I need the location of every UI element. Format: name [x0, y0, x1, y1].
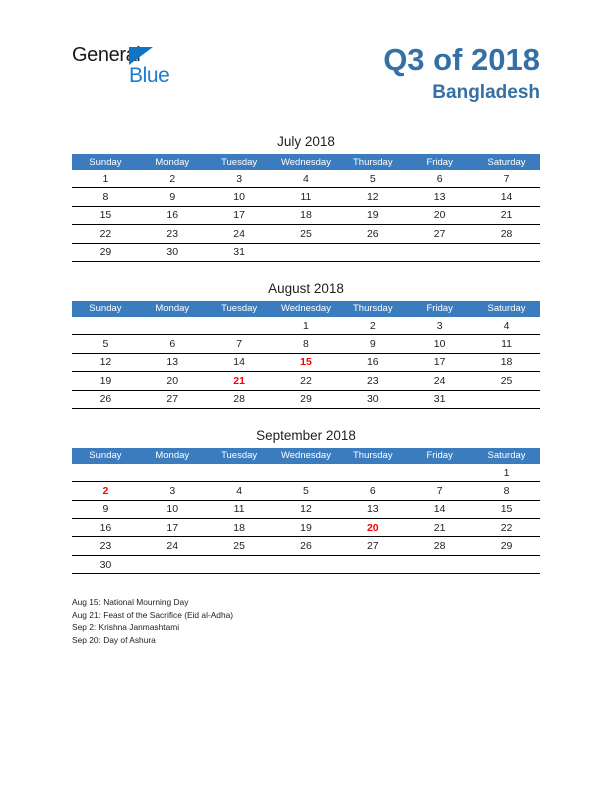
weekday-header-sunday: Sunday [72, 301, 139, 317]
day-cell[interactable]: 21 [473, 206, 540, 224]
day-cell[interactable]: 7 [406, 482, 473, 500]
day-cell-empty [72, 464, 139, 482]
day-cell[interactable]: 6 [339, 482, 406, 500]
day-cell[interactable]: 30 [139, 243, 206, 261]
day-cell[interactable]: 8 [72, 188, 139, 206]
day-cell-empty [139, 317, 206, 335]
day-cell[interactable]: 22 [72, 225, 139, 243]
day-cell[interactable]: 28 [473, 225, 540, 243]
weekday-header-saturday: Saturday [473, 154, 540, 170]
holiday-legend-item: Aug 21: Feast of the Sacrifice (Eid al-Adha) [72, 609, 234, 620]
day-cell[interactable]: 4 [473, 317, 540, 335]
day-cell-empty [406, 555, 473, 573]
day-cell[interactable]: 5 [339, 170, 406, 188]
week-row [72, 335, 540, 353]
weekday-header-sunday: Sunday [72, 448, 139, 464]
day-cell[interactable]: 30 [72, 555, 139, 573]
day-cell[interactable]: 22 [273, 372, 340, 390]
weekday-header-wednesday: Wednesday [273, 448, 340, 464]
day-cell[interactable]: 10 [406, 335, 473, 353]
weekday-header-wednesday: Wednesday [273, 154, 340, 170]
day-cell[interactable]: 3 [139, 482, 206, 500]
week-row [72, 317, 540, 335]
holiday-legend-item: Aug 15: National Mourning Day [72, 597, 189, 607]
day-cell[interactable]: 5 [72, 335, 139, 353]
day-cell[interactable]: 26 [273, 537, 340, 555]
weekday-header-monday: Monday [139, 301, 206, 317]
week-row [72, 372, 540, 390]
weekday-header-saturday: Saturday [473, 448, 540, 464]
day-cell[interactable]: 11 [273, 188, 340, 206]
day-cell-empty [473, 390, 540, 408]
day-cell[interactable]: 17 [406, 353, 473, 371]
day-cell[interactable]: 18 [206, 519, 273, 537]
day-cell[interactable]: 27 [339, 537, 406, 555]
day-cell-empty [339, 464, 406, 482]
day-cell[interactable]: 29 [473, 537, 540, 555]
day-cell[interactable]: 11 [206, 500, 273, 518]
weekday-header-thursday: Thursday [339, 154, 406, 170]
day-cell[interactable]: 14 [206, 353, 273, 371]
day-cell[interactable]: 19 [72, 372, 139, 390]
month-block [72, 426, 540, 574]
triangle-right-icon [129, 47, 153, 65]
day-cell[interactable]: 14 [406, 500, 473, 518]
day-cell[interactable]: 6 [406, 170, 473, 188]
day-cell[interactable]: 9 [72, 500, 139, 518]
day-cell[interactable]: 28 [206, 390, 273, 408]
day-cell-empty [273, 243, 340, 261]
month-title: September 2018 [256, 427, 356, 443]
day-cell-holiday[interactable]: 21 [206, 372, 273, 390]
week-row [72, 555, 540, 573]
day-cell[interactable]: 16 [139, 206, 206, 224]
week-row [72, 243, 540, 261]
day-cell[interactable]: 17 [139, 519, 206, 537]
day-cell[interactable]: 1 [72, 170, 139, 188]
month-title: August 2018 [268, 280, 344, 296]
day-cell[interactable]: 14 [473, 188, 540, 206]
logo-text-general: General [72, 44, 141, 66]
day-cell[interactable]: 4 [206, 482, 273, 500]
week-row [72, 225, 540, 243]
title-block [383, 42, 540, 105]
day-cell[interactable]: 9 [139, 188, 206, 206]
day-cell[interactable]: 27 [139, 390, 206, 408]
week-row [72, 482, 540, 500]
day-cell[interactable]: 31 [406, 390, 473, 408]
day-cell[interactable]: 2 [339, 317, 406, 335]
weekday-header-friday: Friday [406, 301, 473, 317]
day-cell-holiday[interactable]: 15 [273, 353, 340, 371]
calendar-container [72, 132, 540, 591]
day-cell[interactable]: 13 [139, 353, 206, 371]
day-cell[interactable]: 1 [273, 317, 340, 335]
day-cell[interactable]: 19 [339, 206, 406, 224]
day-cell[interactable]: 3 [206, 170, 273, 188]
day-cell[interactable]: 24 [139, 537, 206, 555]
day-cell[interactable]: 22 [473, 519, 540, 537]
day-cell[interactable]: 12 [339, 188, 406, 206]
day-cell[interactable]: 23 [339, 372, 406, 390]
day-cell[interactable]: 12 [72, 353, 139, 371]
weekday-header-monday: Monday [139, 154, 206, 170]
day-cell[interactable]: 13 [406, 188, 473, 206]
weekday-header-thursday: Thursday [339, 448, 406, 464]
day-cell[interactable]: 29 [72, 243, 139, 261]
day-cell[interactable]: 9 [339, 335, 406, 353]
day-cell-empty [139, 555, 206, 573]
month-block [72, 132, 540, 262]
week-row [72, 206, 540, 224]
week-row [72, 464, 540, 482]
day-cell[interactable]: 21 [406, 519, 473, 537]
day-cell-empty [406, 464, 473, 482]
day-cell[interactable]: 10 [206, 188, 273, 206]
weekday-header-saturday: Saturday [473, 301, 540, 317]
day-cell[interactable]: 18 [273, 206, 340, 224]
holiday-legend-item: Sep 2: Krishna Janmashtami [72, 622, 180, 633]
day-cell-empty [139, 464, 206, 482]
month-table [72, 301, 540, 409]
day-cell[interactable]: 20 [406, 206, 473, 224]
weekday-header-tuesday: Tuesday [206, 154, 273, 170]
day-cell-empty [206, 555, 273, 573]
day-cell-empty [339, 555, 406, 573]
month-block [72, 279, 540, 409]
day-cell[interactable]: 15 [72, 206, 139, 224]
day-cell[interactable]: 4 [273, 170, 340, 188]
day-cell-empty [206, 317, 273, 335]
day-cell-empty [273, 555, 340, 573]
week-row [72, 500, 540, 518]
day-cell[interactable]: 24 [206, 225, 273, 243]
day-cell-empty [72, 317, 139, 335]
day-cell[interactable]: 13 [339, 500, 406, 518]
day-cell[interactable]: 17 [206, 206, 273, 224]
day-cell[interactable]: 23 [72, 537, 139, 555]
day-cell-holiday[interactable]: 2 [72, 482, 139, 500]
day-cell[interactable]: 27 [406, 225, 473, 243]
weekday-header-friday: Friday [406, 154, 473, 170]
week-row [72, 353, 540, 371]
week-row [72, 170, 540, 188]
day-cell-empty [473, 555, 540, 573]
day-cell-empty [406, 243, 473, 261]
brand-logo[interactable] [72, 44, 252, 90]
holiday-legend [72, 596, 492, 646]
day-cell[interactable]: 19 [273, 519, 340, 537]
day-cell-empty [339, 243, 406, 261]
week-row [72, 537, 540, 555]
day-cell[interactable]: 16 [72, 519, 139, 537]
day-cell[interactable]: 16 [339, 353, 406, 371]
page-title: Q3 of 2018 [383, 42, 540, 77]
weekday-header-friday: Friday [406, 448, 473, 464]
country-subtitle: Bangladesh [432, 82, 540, 103]
month-table [72, 448, 540, 574]
day-cell[interactable]: 7 [206, 335, 273, 353]
weekday-header-tuesday: Tuesday [206, 448, 273, 464]
day-cell[interactable]: 25 [206, 537, 273, 555]
day-cell[interactable]: 3 [406, 317, 473, 335]
weekday-header-monday: Monday [139, 448, 206, 464]
week-row [72, 390, 540, 408]
day-cell[interactable]: 31 [206, 243, 273, 261]
holiday-legend-item: Sep 20: Day of Ashura [72, 634, 156, 645]
week-row [72, 519, 540, 537]
weekday-header-sunday: Sunday [72, 154, 139, 170]
day-cell[interactable]: 15 [473, 500, 540, 518]
day-cell[interactable]: 10 [139, 500, 206, 518]
day-cell[interactable]: 23 [139, 225, 206, 243]
weekday-header-tuesday: Tuesday [206, 301, 273, 317]
weekday-header-row [72, 448, 540, 464]
logo-text-blue: Blue [129, 64, 170, 87]
day-cell[interactable]: 30 [339, 390, 406, 408]
day-cell-empty [473, 243, 540, 261]
day-cell[interactable]: 26 [72, 390, 139, 408]
day-cell-holiday[interactable]: 20 [339, 519, 406, 537]
day-cell-empty [273, 464, 340, 482]
weekday-header-thursday: Thursday [339, 301, 406, 317]
page-header [0, 0, 612, 130]
day-cell[interactable]: 18 [473, 353, 540, 371]
day-cell[interactable]: 8 [473, 482, 540, 500]
day-cell[interactable]: 8 [273, 335, 340, 353]
day-cell[interactable]: 5 [273, 482, 340, 500]
day-cell[interactable]: 29 [273, 390, 340, 408]
month-table [72, 154, 540, 262]
day-cell[interactable]: 1 [473, 464, 540, 482]
month-title: July 2018 [277, 134, 335, 149]
weekday-header-row [72, 154, 540, 170]
week-row [72, 188, 540, 206]
day-cell[interactable]: 7 [473, 170, 540, 188]
day-cell-empty [206, 464, 273, 482]
day-cell[interactable]: 2 [139, 170, 206, 188]
day-cell[interactable]: 20 [139, 372, 206, 390]
day-cell[interactable]: 25 [273, 225, 340, 243]
day-cell[interactable]: 6 [139, 335, 206, 353]
weekday-header-wednesday: Wednesday [273, 301, 340, 317]
weekday-header-row [72, 301, 540, 317]
day-cell[interactable]: 24 [406, 372, 473, 390]
day-cell[interactable]: 26 [339, 225, 406, 243]
day-cell[interactable]: 25 [473, 372, 540, 390]
day-cell[interactable]: 12 [273, 500, 340, 518]
day-cell[interactable]: 11 [473, 335, 540, 353]
day-cell[interactable]: 28 [406, 537, 473, 555]
